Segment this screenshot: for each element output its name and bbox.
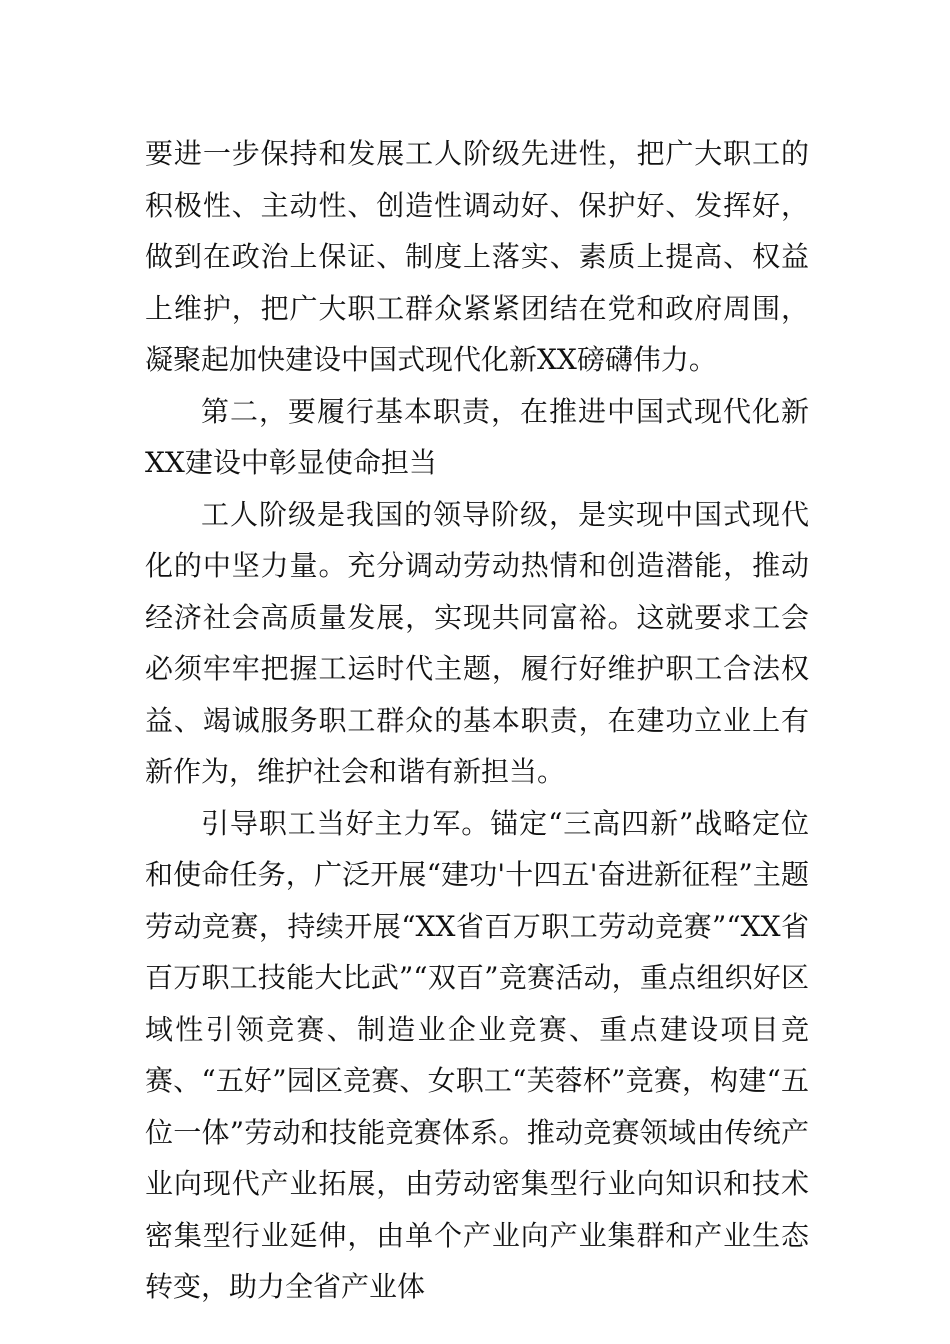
document-body — [145, 128, 809, 1313]
section-heading: 第二，要履行基本职责，在推进中国式现代化新XX建设中彰显使命担当 — [145, 394, 809, 479]
paragraph-continuation: 要进一步保持和发展工人阶级先进性，把广大职工的积极性、主动性、创造性调动好、保护好、发挥好，做到在政治上保证、制度上落实、素质上提高、权益上维护，把广大职工群众紧紧团结在党和政府周围，凝聚起加快建设中国式现代化新XX磅礴伟力。 — [145, 137, 809, 376]
paragraph: 引导职工当好主力军。锚定“三高四新”战略定位和使命任务，广泛开展“建功'十四五'奋进新征程”主题劳动竞赛，持续开展“XX省百万职工劳动竞赛”“XX省百万职工技能大比武”“双百”竞赛活动，重点组织好区域性引领竞赛、制造业企业竞赛、重点建设项目竞赛、“五好”园区竞赛、女职工“芙蓉杯”竞赛，构建“五位一体”劳动和技能竞赛体系。推动竞赛领域由传统产业向现代产业拓展，由劳动密集型行业向知识和技术密集型行业延伸，由单个产业向产业集群和产业生态转变，助力全省产业体 — [145, 806, 809, 1303]
paragraph: 工人阶级是我国的领导阶级，是实现中国式现代化的中坚力量。充分调动劳动热情和创造潜能，推动经济社会高质量发展，实现共同富裕。这就要求工会必须牢牢把握工运时代主题，履行好维护职工合法权益、竭诚服务职工群众的基本职责，在建功立业上有新作为，维护社会和谐有新担当。 — [145, 497, 809, 788]
